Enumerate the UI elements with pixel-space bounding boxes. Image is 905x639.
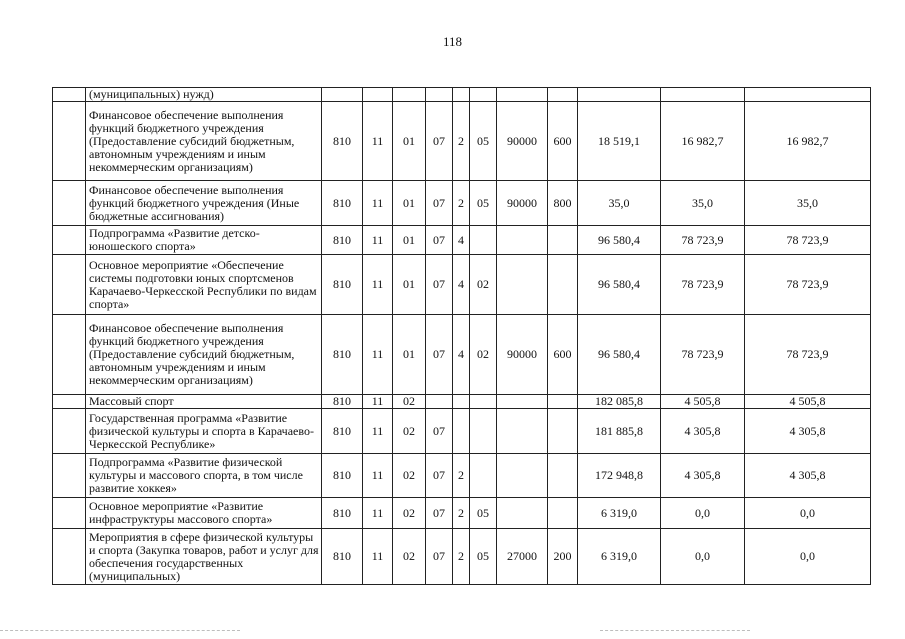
row-b-cell: 2 [453, 498, 470, 529]
row-blank-cell [53, 102, 86, 181]
row-v1-cell: 35,0 [578, 181, 661, 226]
row-code-cell: 810 [322, 181, 363, 226]
row-d-cell: 90000 [497, 102, 548, 181]
row-sub-cell: 01 [393, 255, 426, 315]
row-name-cell: Финансовое обеспечение выполнения функций бюджетного учреждения (Иные бюджетные ассигнования) [86, 181, 322, 226]
row-code-cell [322, 88, 363, 102]
row-code-cell: 810 [322, 255, 363, 315]
row-a-cell: 07 [426, 255, 453, 315]
row-c-cell [470, 409, 497, 454]
row-d-cell: 90000 [497, 181, 548, 226]
row-d-cell [497, 395, 548, 409]
row-v2-cell [661, 88, 745, 102]
row-name-cell: (муниципальных) нужд) [86, 88, 322, 102]
row-a-cell: 07 [426, 102, 453, 181]
row-a-cell: 07 [426, 529, 453, 585]
row-sub-cell: 02 [393, 454, 426, 498]
row-code-cell: 810 [322, 102, 363, 181]
row-b-cell [453, 409, 470, 454]
table-row [53, 529, 871, 585]
row-c-cell: 02 [470, 315, 497, 395]
row-sub-cell: 02 [393, 498, 426, 529]
row-sub-cell: 01 [393, 315, 426, 395]
row-blank-cell [53, 88, 86, 102]
row-v3-cell: 78 723,9 [745, 255, 871, 315]
row-sec-cell: 11 [363, 181, 393, 226]
row-sub-cell [393, 88, 426, 102]
row-sec-cell: 11 [363, 315, 393, 395]
row-b-cell: 2 [453, 454, 470, 498]
row-sec-cell: 11 [363, 226, 393, 255]
row-c-cell [470, 395, 497, 409]
row-b-cell [453, 88, 470, 102]
row-v3-cell: 78 723,9 [745, 315, 871, 395]
row-code-cell: 810 [322, 315, 363, 395]
row-d-cell [497, 409, 548, 454]
row-v3-cell: 4 305,8 [745, 454, 871, 498]
row-sub-cell: 02 [393, 529, 426, 585]
row-blank-cell [53, 315, 86, 395]
row-c-cell: 05 [470, 181, 497, 226]
row-c-cell [470, 88, 497, 102]
row-blank-cell [53, 454, 86, 498]
row-name-cell: Подпрограмма «Развитие физической культуры и массового спорта, в том числе развитие хоккея» [86, 454, 322, 498]
row-a-cell: 07 [426, 454, 453, 498]
row-d-cell [497, 498, 548, 529]
row-e-cell: 800 [548, 181, 578, 226]
row-b-cell: 2 [453, 181, 470, 226]
row-code-cell: 810 [322, 454, 363, 498]
table-row [53, 102, 871, 181]
row-e-cell [548, 454, 578, 498]
row-d-cell: 27000 [497, 529, 548, 585]
row-d-cell [497, 226, 548, 255]
row-v3-cell: 0,0 [745, 529, 871, 585]
row-e-cell: 600 [548, 315, 578, 395]
row-v1-cell: 96 580,4 [578, 255, 661, 315]
row-v3-cell [745, 88, 871, 102]
row-v1-cell: 6 319,0 [578, 529, 661, 585]
row-v3-cell: 35,0 [745, 181, 871, 226]
row-sub-cell: 01 [393, 102, 426, 181]
row-sec-cell: 11 [363, 454, 393, 498]
row-name-cell: Финансовое обеспечение выполнения функций бюджетного учреждения (Предоставление субсидий бюджетным, автономным учреждениям и иным некоммерческим организациям) [86, 315, 322, 395]
table-row [53, 315, 871, 395]
row-v2-cell: 78 723,9 [661, 315, 745, 395]
row-e-cell [548, 255, 578, 315]
row-sec-cell: 11 [363, 395, 393, 409]
row-b-cell: 2 [453, 529, 470, 585]
row-d-cell [497, 255, 548, 315]
row-blank-cell [53, 395, 86, 409]
row-v1-cell: 18 519,1 [578, 102, 661, 181]
table-row [53, 454, 871, 498]
row-blank-cell [53, 226, 86, 255]
row-v2-cell: 78 723,9 [661, 255, 745, 315]
row-v1-cell: 182 085,8 [578, 395, 661, 409]
row-name-cell: Основное мероприятие «Обеспечение системы подготовки юных спортсменов Карачаево-Черкесской Республики по видам спорта» [86, 255, 322, 315]
row-v3-cell: 4 505,8 [745, 395, 871, 409]
row-name-cell: Подпрограмма «Развитие детско-юношеского спорта» [86, 226, 322, 255]
row-v2-cell: 4 505,8 [661, 395, 745, 409]
row-blank-cell [53, 181, 86, 226]
row-a-cell [426, 88, 453, 102]
row-v1-cell: 96 580,4 [578, 226, 661, 255]
row-v1-cell: 181 885,8 [578, 409, 661, 454]
row-v1-cell: 96 580,4 [578, 315, 661, 395]
scan-edge-mark-left [0, 630, 240, 631]
table-row [53, 181, 871, 226]
row-b-cell: 4 [453, 226, 470, 255]
row-e-cell [548, 226, 578, 255]
row-a-cell: 07 [426, 498, 453, 529]
row-v3-cell: 78 723,9 [745, 226, 871, 255]
row-d-cell [497, 454, 548, 498]
row-sub-cell: 02 [393, 409, 426, 454]
row-blank-cell [53, 529, 86, 585]
table-body [53, 88, 871, 585]
row-v2-cell: 4 305,8 [661, 454, 745, 498]
row-v2-cell: 0,0 [661, 498, 745, 529]
row-v1-cell: 172 948,8 [578, 454, 661, 498]
row-code-cell: 810 [322, 529, 363, 585]
row-d-cell: 90000 [497, 315, 548, 395]
row-sec-cell [363, 88, 393, 102]
row-sec-cell: 11 [363, 529, 393, 585]
row-name-cell: Государственная программа «Развитие физической культуры и спорта в Карачаево-Черкесской Республике» [86, 409, 322, 454]
row-sec-cell: 11 [363, 498, 393, 529]
row-v3-cell: 16 982,7 [745, 102, 871, 181]
row-v2-cell: 78 723,9 [661, 226, 745, 255]
row-sec-cell: 11 [363, 255, 393, 315]
row-sub-cell: 01 [393, 226, 426, 255]
table-row [53, 226, 871, 255]
row-e-cell [548, 498, 578, 529]
table-row [53, 255, 871, 315]
row-a-cell: 07 [426, 181, 453, 226]
row-blank-cell [53, 498, 86, 529]
row-v2-cell: 0,0 [661, 529, 745, 585]
row-e-cell: 600 [548, 102, 578, 181]
row-c-cell: 05 [470, 498, 497, 529]
row-v2-cell: 35,0 [661, 181, 745, 226]
row-b-cell: 4 [453, 315, 470, 395]
row-name-cell: Массовый спорт [86, 395, 322, 409]
row-sub-cell: 01 [393, 181, 426, 226]
row-name-cell: Основное мероприятие «Развитие инфраструктуры массового спорта» [86, 498, 322, 529]
page-number: 118 [442, 34, 463, 49]
row-b-cell: 4 [453, 255, 470, 315]
row-c-cell: 02 [470, 255, 497, 315]
row-a-cell: 07 [426, 226, 453, 255]
row-e-cell: 200 [548, 529, 578, 585]
row-d-cell [497, 88, 548, 102]
row-name-cell: Мероприятия в сфере физической культуры и спорта (Закупка товаров, работ и услуг для обеспечения государственных (муниципальных) [86, 529, 322, 585]
budget-table [52, 87, 871, 585]
row-sub-cell: 02 [393, 395, 426, 409]
row-code-cell: 810 [322, 395, 363, 409]
row-b-cell [453, 395, 470, 409]
row-sec-cell: 11 [363, 102, 393, 181]
row-c-cell: 05 [470, 529, 497, 585]
row-sec-cell: 11 [363, 409, 393, 454]
table-row [53, 395, 871, 409]
row-code-cell: 810 [322, 409, 363, 454]
table-row [53, 88, 871, 102]
row-c-cell: 05 [470, 102, 497, 181]
row-e-cell [548, 409, 578, 454]
row-code-cell: 810 [322, 498, 363, 529]
row-a-cell [426, 395, 453, 409]
row-blank-cell [53, 409, 86, 454]
table-row [53, 409, 871, 454]
row-c-cell [470, 226, 497, 255]
row-v2-cell: 4 305,8 [661, 409, 745, 454]
row-v1-cell: 6 319,0 [578, 498, 661, 529]
scan-edge-mark-right [600, 630, 750, 631]
row-e-cell [548, 88, 578, 102]
row-v3-cell: 4 305,8 [745, 409, 871, 454]
row-v2-cell: 16 982,7 [661, 102, 745, 181]
row-v1-cell [578, 88, 661, 102]
row-b-cell: 2 [453, 102, 470, 181]
row-name-cell: Финансовое обеспечение выполнения функций бюджетного учреждения (Предоставление субсидий бюджетным, автономным учреждениям и иным некоммерческим организациям) [86, 102, 322, 181]
row-e-cell [548, 395, 578, 409]
row-a-cell: 07 [426, 315, 453, 395]
row-blank-cell [53, 255, 86, 315]
row-code-cell: 810 [322, 226, 363, 255]
row-c-cell [470, 454, 497, 498]
row-v3-cell: 0,0 [745, 498, 871, 529]
table-row [53, 498, 871, 529]
row-a-cell: 07 [426, 409, 453, 454]
